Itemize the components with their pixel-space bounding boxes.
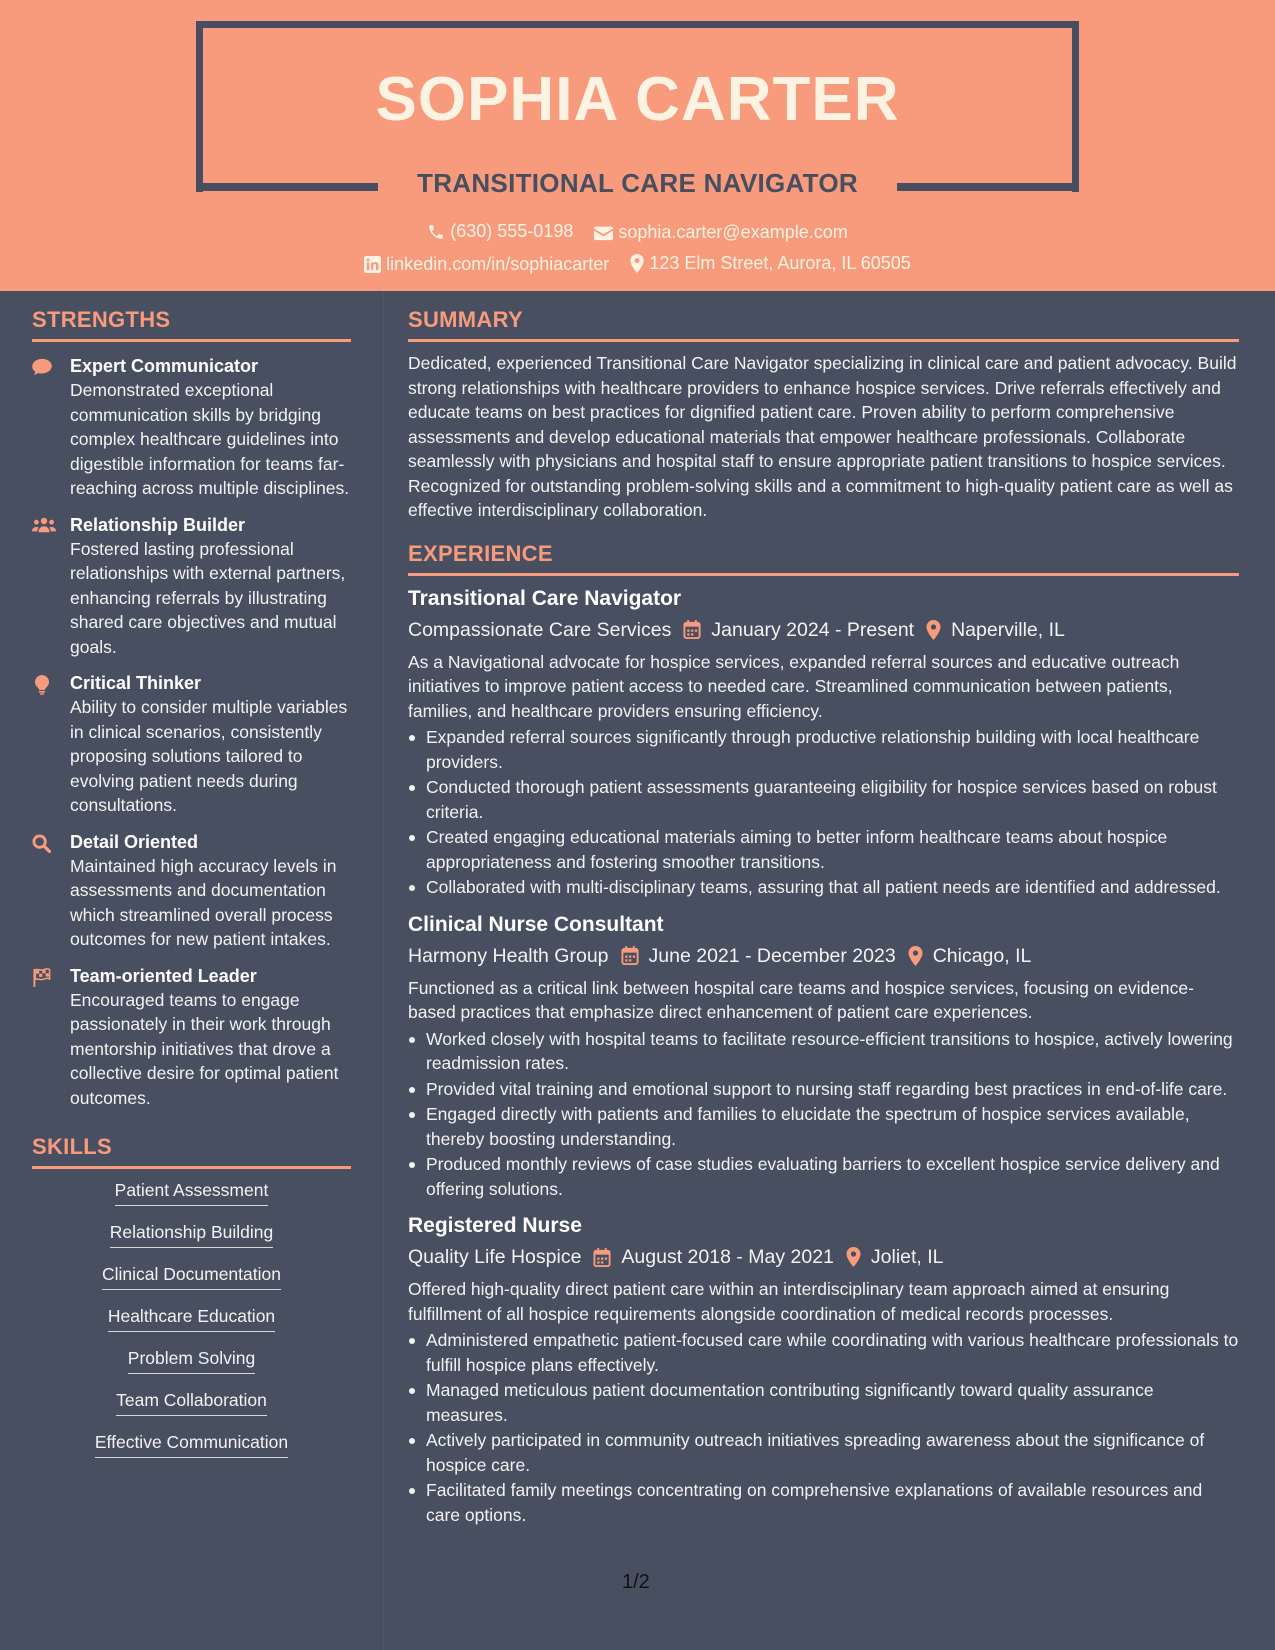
job-description: Functioned as a critical link between hospital care teams and hospice services, focusing on evidence-based practices that emphasize direct enhancement of patient care experiences. — [408, 977, 1194, 1022]
linkedin-text[interactable]: linkedin.com/in/sophiacarter — [386, 254, 610, 274]
strength-desc: Ability to consider multiple variables in clinical scenarios, consistently proposing solutions tailored to evolving patient needs during consultations. — [70, 697, 348, 815]
email-text[interactable]: sophia.carter@example.com — [618, 222, 848, 242]
strengths-heading: STRENGTHS — [32, 307, 351, 342]
job-title: Transitional Care Navigator — [408, 586, 682, 610]
job-title-header: TRANSITIONAL CARE NAVIGATOR — [417, 168, 858, 198]
job-meta — [408, 617, 1239, 643]
bullet-item: Worked closely with hospital teams to facilitate resource-efficient transitions to hospice, actively lowering readmission rates. — [408, 1027, 1239, 1076]
skills-list — [32, 1179, 351, 1458]
job-entry — [408, 586, 1239, 900]
job-title: Registered Nurse — [408, 1214, 582, 1237]
calendar-icon — [683, 620, 701, 639]
bullet-item: Produced monthly reviews of case studies evaluating barriers to excellent hospice service delivery and offering solutions. — [408, 1152, 1239, 1201]
company-name: Harmony Health Group — [408, 944, 609, 967]
strength-item — [32, 671, 351, 818]
summary-text: Dedicated, experienced Transitional Care Navigator specializing in clinical care and patient advocacy. Build strong relationships with healthcare providers to enhance hospice services. Drive referrals effectively and educate teams on best practices for dignified patient care. Proven ability to perform comprehensive assessments and develop educational materials that empower healthcare professionals. Collaborate seamlessly with physicians and hospital staff to ensure appropriate patient transitions to hospice services. Recognized for outstanding problem-solving skills and a commitment to high-quality patient care as well as effective interdisciplinary collaboration. — [408, 353, 1237, 520]
job-dates: June 2021 - December 2023 — [648, 944, 896, 967]
strength-title: Expert Communicator — [70, 356, 259, 376]
people-group-icon — [32, 517, 56, 533]
linkedin-icon — [364, 256, 381, 273]
address-text: 123 Elm Street, Aurora, IL 60505 — [649, 253, 911, 273]
job-bullets — [408, 725, 1239, 900]
skill-item: Team Collaboration — [116, 1389, 267, 1416]
left-column — [32, 307, 351, 1473]
lightbulb-icon — [35, 675, 49, 695]
experience-heading: EXPERIENCE — [408, 541, 1239, 576]
strength-item — [32, 513, 351, 660]
skills-heading: SKILLS — [32, 1134, 351, 1169]
bullet-item: Actively participated in community outreach initiatives spreading awareness about the significance of hospice care. — [408, 1428, 1239, 1477]
skill-item: Relationship Building — [110, 1221, 273, 1248]
envelope-icon — [594, 225, 613, 241]
strength-item — [32, 964, 351, 1111]
bullet-item: Conducted thorough patient assessments guaranteeing eligibility for hospice services based on robust criteria. — [408, 775, 1239, 824]
job-location: Chicago, IL — [932, 944, 1032, 967]
map-pin-icon — [926, 620, 941, 640]
job-dates: August 2018 - May 2021 — [621, 1246, 834, 1268]
strength-title: Relationship Builder — [70, 514, 246, 535]
column-divider — [383, 291, 384, 1650]
bullet-item: Created engaging educational materials aiming to better inform healthcare teams about hospice appropriateness and fostering smoother transitions. — [408, 825, 1239, 874]
skill-item: Problem Solving — [128, 1347, 255, 1374]
company-name: Quality Life Hospice — [408, 1246, 582, 1268]
phone-text: (630) 555-0198 — [450, 221, 574, 241]
map-pin-icon — [908, 946, 923, 966]
company-name: Compassionate Care Services — [408, 618, 672, 641]
job-entry — [408, 1213, 1239, 1527]
skill-item: Patient Assessment — [115, 1179, 269, 1206]
job-description: As a Navigational advocate for hospice services, expanded referral sources and educative outreach initiatives to improve patient access to needed care. Streamlined communication between patients, families, and healthcare providers ensuring efficiency. — [408, 651, 1180, 721]
linkedin-contact[interactable] — [364, 254, 609, 275]
magnifier-icon — [32, 834, 51, 853]
phone-icon — [427, 223, 445, 241]
address-contact — [630, 253, 911, 274]
calendar-icon — [593, 1248, 611, 1267]
bullet-item: Facilitated family meetings concentrating on comprehensive explanations of available resources and care options. — [408, 1478, 1239, 1527]
page-number: 1/2 — [622, 1571, 650, 1593]
bullet-item: Collaborated with multi-disciplinary teams, assuring that all patient needs are identified and addressed. — [408, 875, 1239, 900]
bullet-item: Managed meticulous patient documentation contributing significantly toward quality assurance measures. — [408, 1378, 1239, 1427]
summary-heading: SUMMARY — [408, 307, 1239, 342]
skill-item: Healthcare Education — [108, 1305, 275, 1332]
job-entry — [408, 912, 1239, 1202]
phone-contact — [427, 221, 573, 242]
strength-title: Team-oriented Leader — [70, 965, 257, 986]
checkered-flag-icon — [32, 968, 52, 987]
bullet-item: Expanded referral sources significantly through productive relationship building with local healthcare providers. — [408, 725, 1239, 774]
map-pin-icon — [630, 254, 644, 273]
job-meta — [408, 943, 1239, 969]
bullet-item: Provided vital training and emotional support to nursing staff regarding best practices in end-of-life care. — [408, 1077, 1239, 1102]
contact-row-2 — [0, 253, 1275, 278]
strength-desc: Demonstrated exceptional communication skills by bridging complex healthcare guidelines into digestible information for teams far-reaching across multiple disciplines. — [70, 380, 350, 498]
email-contact[interactable] — [594, 222, 847, 243]
strength-item — [32, 830, 351, 952]
strength-desc: Encouraged teams to engage passionately in their work through mentorship initiatives that drove a collective desire for optimal patient outcomes. — [70, 989, 339, 1108]
job-meta — [408, 1244, 1239, 1270]
candidate-name: SOPHIA CARTER — [375, 65, 900, 134]
job-title: Clinical Nurse Consultant — [408, 912, 664, 936]
job-bullets — [408, 1027, 1239, 1202]
skill-item: Effective Communication — [95, 1431, 288, 1458]
job-description: Offered high-quality direct patient care within an interdisciplinary team approach aimed at ensuring fulfillment of all hospice requirements alongside coordination of medical records processes. — [408, 1279, 1170, 1324]
job-dates: January 2024 - Present — [711, 618, 915, 641]
strength-title: Critical Thinker — [70, 673, 202, 693]
strength-desc: Fostered lasting professional relationships with external partners, enhancing referrals by illustrating shared care objectives and mutual goals. — [70, 538, 346, 657]
strength-desc: Maintained high accuracy levels in assessments and documentation which streamlined overall process outcomes for new patient intakes. — [70, 855, 337, 949]
strength-title: Detail Oriented — [70, 831, 199, 852]
speech-bubble-icon — [32, 358, 52, 376]
contact-row-1 — [0, 221, 1275, 246]
job-location: Naperville, IL — [951, 618, 1065, 641]
job-bullets — [408, 1328, 1239, 1527]
calendar-icon — [621, 946, 639, 965]
job-location: Joliet, IL — [870, 1246, 944, 1268]
bullet-item: Engaged directly with patients and families to elucidate the spectrum of hospice services available, thereby boosting understanding. — [408, 1102, 1239, 1151]
map-pin-icon — [846, 1247, 861, 1267]
strength-item — [32, 354, 351, 501]
header-band — [0, 0, 1275, 291]
bullet-item: Administered empathetic patient-focused care while coordinating with various healthcare professionals to fulfill hospice plans effectively. — [408, 1328, 1239, 1377]
right-column — [408, 307, 1239, 1528]
skill-item: Clinical Documentation — [102, 1263, 281, 1290]
